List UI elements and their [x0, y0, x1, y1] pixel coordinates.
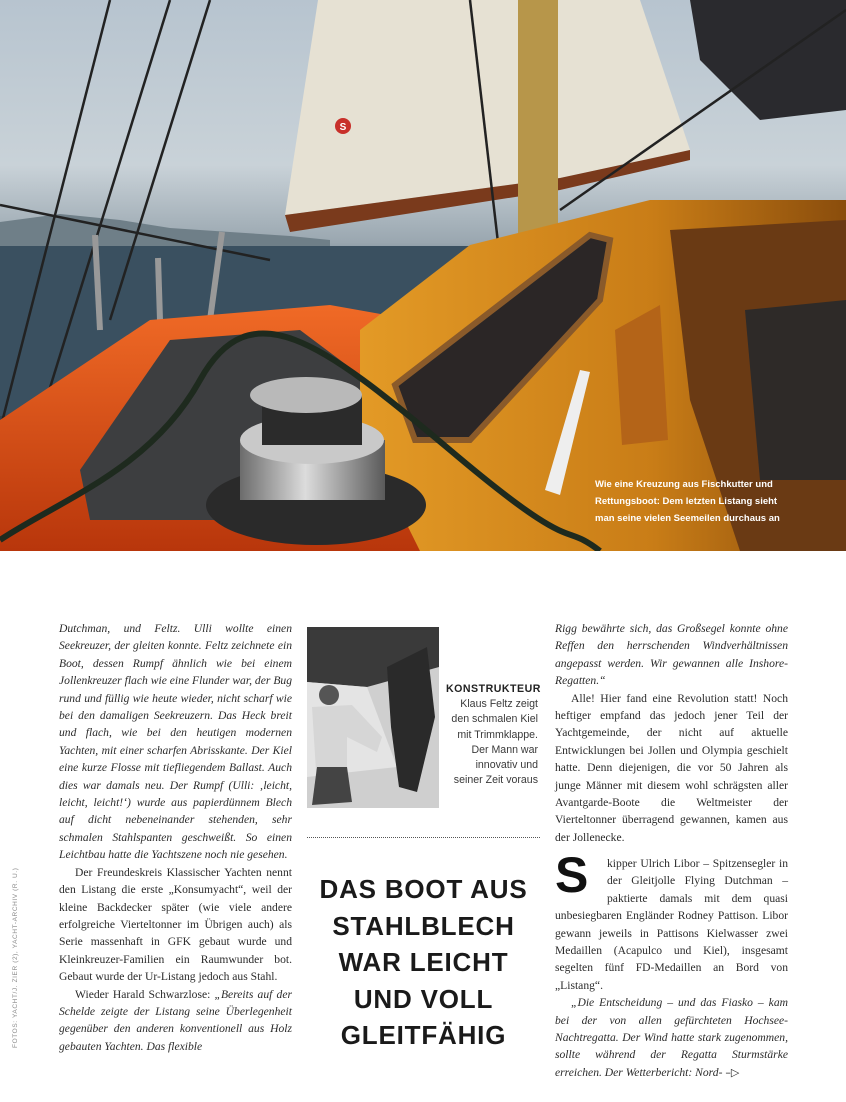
mast [518, 0, 558, 255]
left-paragraph-1: Dutchman, und Feltz. Ulli wollte einen Seekreuzer, der gleiten konnte. Feltz zeichnete ein Boot, dessen Rumpf ähnlich wie bei einem Jollenkreuzer flach wie eine Flunder war, der Bug rund und füllig wie heute wieder, nicht scharf wie bei den damaligen Seekreuzern. Das Heck breit und flach, wie bei den heutigen modernen Yachten, mit einer scharfen Abrisskante. Der Kiel eine kurze Flosse mit tiefliegendem Ballast. Auch dies war damals neu. Der Rumpf (Ulli: ‚leicht, leicht, leicht!‘) wurde aus papierdünnem Blech auf dicht nebeneinander stehenden, sehr schmalen Stahlspanten geschweißt. So einen Leichtbau hatte die Yachtszene noch nie gesehen. [59, 622, 292, 862]
sidecaption-keyword: KONSTRUKTEUR [446, 683, 541, 695]
right-paragraph-2: Alle! Hier fand eine Revolution statt! Noch heftiger empfand das jedoch jener Teil der Yachtgemeinde, der nicht auf aktuelle Entwicklungen bei Jollen und Olympia geschielt hatte. Denn diejenigen, die vor 50 Jahren als junge Männer mit diesem wohl schrägsten aller Avantgarde-Boote die Weltmeister der Vierteltonner überragend gewannen, kamen aus der Jollenecke. [555, 691, 788, 844]
right-paragraph-1: Rigg bewährte sich, das Großsegel konnte ohne Reffen den herrschenden Windverhältnissen angepasst werden. Wir gewannen alle Inshore-Regatten.“ [555, 622, 788, 688]
designer-with-keel-illustration [307, 627, 439, 808]
right-paragraph-4-text: „Die Entscheidung – und das Fiasko – kam bei der von allen gefürchteten Hochsee-Nachtregatta. Der Wind hatte stark zugenommen, sollte während der Regatta Sturmstärke erreichen. Der Wetterbericht: Nord- [555, 996, 788, 1079]
left-column [59, 620, 292, 1055]
photo-sidecaption [446, 682, 541, 788]
dropcap-letter: S [555, 847, 589, 903]
pull-quote: DAS BOOT AUS STAHLBLECH WAR LEICHT UND VOLL GLEITFÄHIG [319, 874, 528, 1050]
photo-caption: Wie eine Kreuzung aus Fischkutter und Rettungsboot: Dem letzten Listang sieht man seine vielen Seemeilen durchaus an [595, 479, 780, 524]
person-head [319, 685, 339, 705]
left-paragraph-3 [59, 986, 292, 1056]
sail-mark-text: S [339, 122, 347, 133]
right-paragraph-4 [555, 994, 788, 1081]
winch-top [250, 377, 362, 413]
right-paragraph-3-text: kipper Ulrich Libor – Spitzensegler in der Gleitjolle Flying Dutchman – paktierte damals mit dem quasi unbesiegbaren Engländer Rodney Pattison. Libor gewann jeweils in Pattisons Kielwasser zwei Medaillen (Acapulco und Kiel), insgesamt segelten fünf FD-Medaillen an Bord von „Listang“. [555, 857, 788, 992]
dotted-divider [307, 837, 540, 838]
hatch-window [745, 300, 846, 480]
right-paragraph-3 [555, 847, 788, 994]
right-column-top [555, 620, 788, 846]
right-column-bottom [555, 847, 788, 1081]
continue-arrow-icon: –▷ [725, 1065, 740, 1079]
mainsail [285, 0, 690, 215]
left-paragraph-2: Der Freundeskreis Klassischer Yachten nennt den Listang die erste „Konsumyacht“, weil der kleine Backdecker später (wie viele andere erfolgreiche Vierteltonner im Übrigen auch) als Serie massenhaft in GFK gebaut wurde und Kleinkreuzer-Familien ein Raumwunder bot. Gebaut wurde der Ur-Listang jedoch aus Stahl. [59, 865, 292, 984]
vent [615, 305, 668, 445]
designer-photo [307, 627, 439, 808]
sidecaption-text: Klaus Feltz zeigt den schmalen Kiel mit Trimmklappe. Der Mann war innovativ und seiner Zeit voraus [451, 698, 538, 787]
photo-credit: FOTOS: YACHT/J. ZIER (2), YACHT-ARCHIV (R. U.) [12, 867, 19, 1048]
left-paragraph-3-lead: Wieder Harald Schwarzlose: [75, 987, 215, 1001]
dropcap-box [555, 847, 607, 905]
left-paragraph-3-quote: „Bereits auf der Schelde zeigte der Listang seine Überlegenheit gegenüber den anderen konventionell aus Holz gebauten Yachten. Das flexible [59, 987, 292, 1053]
